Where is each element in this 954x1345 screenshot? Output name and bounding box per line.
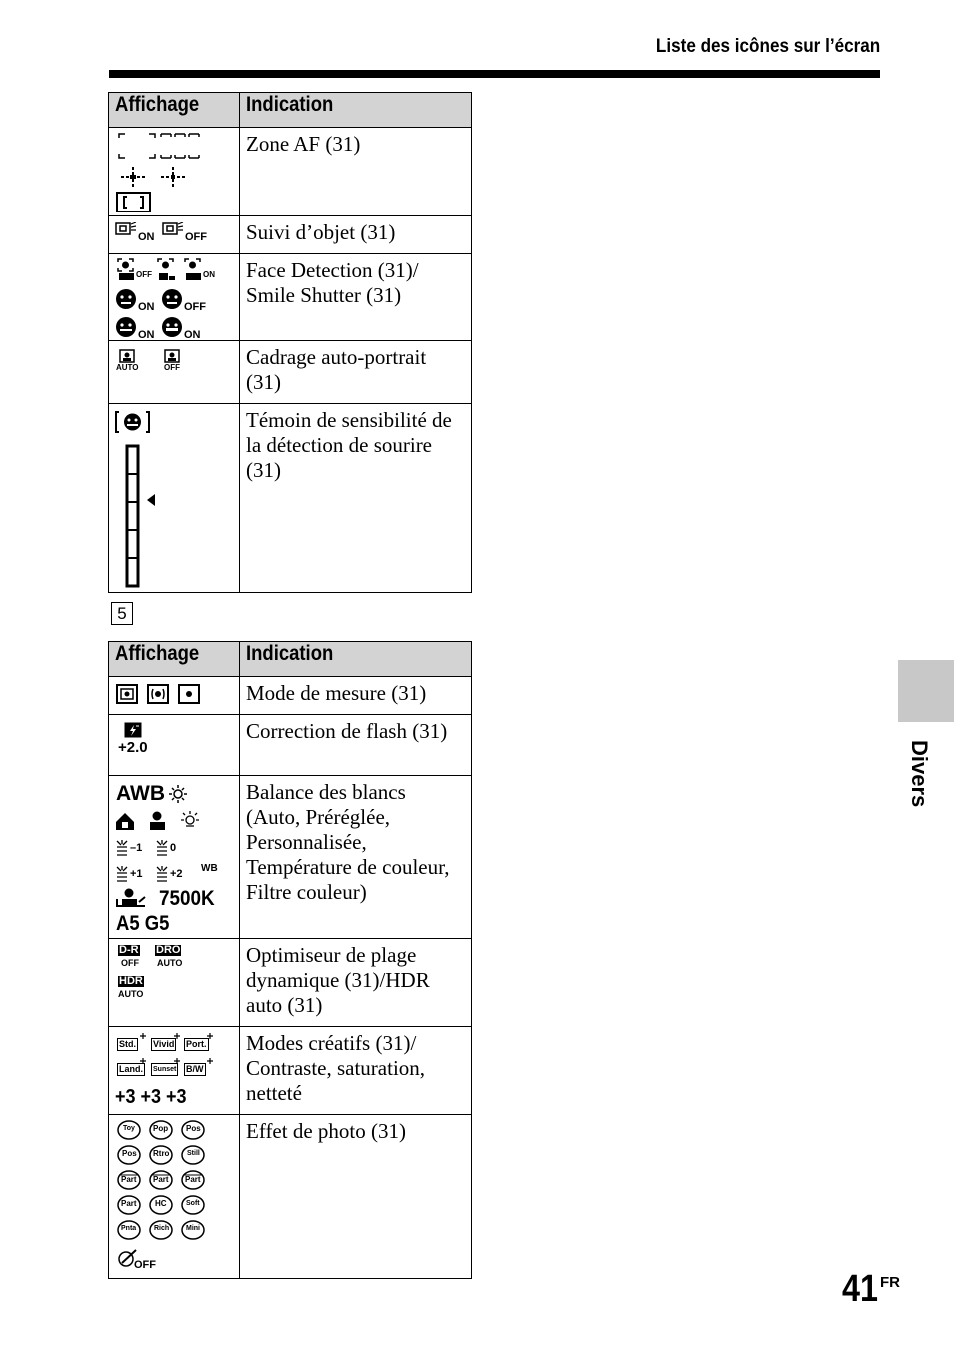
- icon-label: Sunset: [151, 1063, 178, 1076]
- affichage-cell: [109, 1115, 240, 1279]
- self-portrait-framing-icon: [119, 349, 135, 363]
- icon-label: Mini: [186, 1225, 200, 1232]
- metering-mode-icons: [116, 684, 208, 704]
- indication-cell: Face Detection (31)/ Smile Shutter (31): [240, 254, 472, 341]
- object-tracking-icon: [162, 222, 184, 240]
- section-number: 5: [111, 602, 133, 625]
- icon-label: A5 G5: [116, 912, 170, 935]
- icon-label: OFF: [121, 958, 139, 968]
- column-header-affichage: Affichage: [109, 642, 240, 677]
- icon-label: +2.0: [118, 739, 148, 756]
- table-row: [109, 677, 472, 715]
- icon-label: ON: [138, 329, 155, 341]
- table-row: [109, 715, 472, 776]
- icon-label: Std.: [119, 1039, 136, 1049]
- icon-label: HC: [155, 1199, 167, 1208]
- icon-label: B/W: [186, 1064, 204, 1074]
- icon-label: OFF: [184, 301, 206, 313]
- affichage-cell: [109, 715, 240, 776]
- header-rule: [109, 70, 880, 78]
- page-language-suffix: FR: [880, 1274, 900, 1291]
- icon-label: Part: [121, 1175, 137, 1184]
- page-header-title: Liste des icônes sur l’écran: [655, 36, 880, 57]
- icon-label: 0: [170, 842, 177, 854]
- table-row: [109, 404, 472, 593]
- indication-cell: Témoin de sensibilité de la détection de sourire (31): [240, 404, 472, 593]
- icon-label: HDR: [119, 975, 143, 987]
- icon-label: Toy: [123, 1125, 135, 1132]
- side-tab-marker: [898, 660, 954, 722]
- icon-label: ON: [138, 231, 155, 243]
- icons-table-1: [108, 92, 472, 593]
- affichage-cell: [109, 254, 240, 341]
- icon-label: Soft: [186, 1200, 200, 1207]
- icon-label: ON: [184, 329, 201, 341]
- table-row: [109, 128, 472, 216]
- table-row: [109, 254, 472, 341]
- icon-label: Land.: [119, 1064, 143, 1074]
- affichage-cell: [109, 128, 240, 216]
- indication-cell: Mode de mesure (31): [240, 677, 472, 715]
- flash-compensation-icon: [124, 722, 142, 738]
- icon-label: Port.: [186, 1039, 207, 1049]
- icon-label: Vivid: [153, 1039, 175, 1049]
- indication-cell: Balance des blancs (Auto, Préréglée, Personnalisée, Température de couleur, Filtre couleur): [240, 776, 472, 939]
- icon-label: OFF: [134, 1259, 156, 1271]
- table-row: [109, 341, 472, 404]
- icon-label: –1: [130, 842, 143, 854]
- indication-cell: Zone AF (31): [240, 128, 472, 216]
- affichage-cell: [109, 939, 240, 1027]
- icon-label: Still: [187, 1150, 200, 1157]
- icon-label: AUTO: [116, 363, 139, 372]
- icon-label: +1: [130, 868, 143, 880]
- icon-label: Pos: [122, 1149, 137, 1158]
- icon-label: WB: [201, 863, 218, 874]
- af-area-icons: [115, 132, 221, 212]
- icon-label: +2: [170, 868, 183, 880]
- table-row: [109, 216, 472, 254]
- icon-label: Pnta: [121, 1225, 137, 1232]
- icon-label: OFF: [136, 270, 152, 279]
- icon-label: ON: [138, 301, 155, 313]
- icon-label: AUTO: [157, 958, 183, 968]
- icon-label: Rtro: [153, 1149, 170, 1158]
- icon-label: 7500K: [159, 887, 215, 910]
- icon-label: D-R: [119, 944, 139, 956]
- page-number: 41: [842, 1268, 878, 1310]
- affichage-cell: [109, 341, 240, 404]
- icon-label: Part: [185, 1175, 201, 1184]
- indication-cell: Modes créatifs (31)/ Contraste, saturation, netteté: [240, 1027, 472, 1115]
- affichage-cell: [109, 1027, 240, 1115]
- icon-label: Part: [153, 1175, 169, 1184]
- icon-label: DRO: [156, 944, 181, 956]
- icon-label: OFF: [164, 363, 180, 372]
- side-tab-label: Divers: [907, 740, 932, 808]
- icon-label: Pop: [153, 1124, 169, 1133]
- affichage-cell: [109, 404, 240, 593]
- object-tracking-icon: [115, 222, 137, 240]
- icon-label: AUTO: [118, 989, 144, 999]
- column-header-affichage: Affichage: [109, 93, 240, 128]
- table-row: [109, 1027, 472, 1115]
- icon-label: AWB: [116, 782, 165, 805]
- indication-cell: Effet de photo (31): [240, 1115, 472, 1279]
- icons-table-2: [108, 641, 472, 1279]
- table-row: [109, 776, 472, 939]
- affichage-cell: [109, 776, 240, 939]
- icon-label: +3 +3 +3: [115, 1086, 187, 1108]
- affichage-cell: [109, 216, 240, 254]
- self-portrait-framing-icon: [164, 349, 180, 363]
- column-header-indication: Indication: [240, 642, 472, 677]
- indication-cell: Optimiseur de plage dynamique (31)/HDR auto (31): [240, 939, 472, 1027]
- icon-label: ON: [203, 270, 215, 279]
- table-row: [109, 1115, 472, 1279]
- icon-label: OFF: [185, 231, 207, 243]
- creative-style-plus-icons: [115, 1031, 223, 1081]
- icon-label: Part: [121, 1199, 137, 1208]
- icon-label: Rich: [154, 1225, 170, 1232]
- affichage-cell: [109, 677, 240, 715]
- icon-label: Pos: [186, 1124, 201, 1133]
- column-header-indication: Indication: [240, 93, 472, 128]
- indication-cell: Correction de flash (31): [240, 715, 472, 776]
- indication-cell: Cadrage auto-portrait (31): [240, 341, 472, 404]
- smile-sensitivity-indicator-icon: [115, 410, 159, 590]
- indication-cell: Suivi d’objet (31): [240, 216, 472, 254]
- table-row: [109, 939, 472, 1027]
